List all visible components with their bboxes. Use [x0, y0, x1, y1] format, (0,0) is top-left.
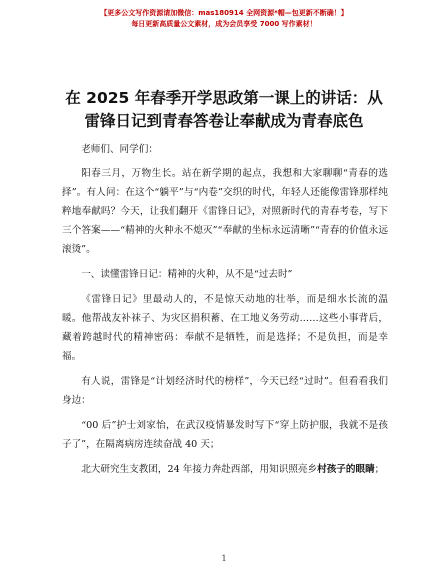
document-title: 在 2025 年春季开学思政第一课上的讲话：从雷锋日记到青春答卷让奉献成为青春底色 — [65, 89, 383, 130]
section-heading: 一、读懂雷锋日记：精神的火种，从不是“过去时” — [81, 269, 293, 280]
banner-line-1: 【更多公文写作资源请加微信：mas180914 全网资源*帽—包更新不断确！】 — [100, 9, 348, 17]
document-body — [62, 140, 388, 479]
emphasis-text: 村孩子的眼睛 — [317, 464, 375, 475]
paragraph: 有人说，雷锋是“计划经济时代的榜样”，今天已经“过时”。但看看我们身边： — [62, 376, 388, 406]
paragraph-text: 北大研究生支教团，24 年接力奔赴西部，用知识照亮乡 — [81, 464, 318, 475]
paragraph: 阳春三月，万物生长。站在新学期的起点，我想和大家聊聊“青春的选择”。有人问：在这个“躺平”与“内卷”交织的时代，年轻人还能像雷锋那样纯粹地奉献吗？今天，让我们翻开《雷锋日记》，对照新时代的青春考卷，写下三个答案——“精神的火种永不熄灭”“奉献的坐标永远清晰”“青春的价值永远滚烫”。 — [62, 168, 388, 255]
banner-line-2: 每日更新高质量公文素材，成为会员享受 7000 写作素材！ — [131, 20, 317, 28]
paragraph: 《雷锋日记》里最动人的，不是惊天动地的壮举，而是细水长流的温暖。他帮战友补袜子、为灾区捐积蓄、在工地义务劳动……这些小事背后，藏着跨越时代的精神密码：奉献不是牺牲，而是选择；不是负担，而是幸福。 — [62, 294, 388, 362]
page-number: 1 — [221, 554, 227, 563]
paragraph-text: ； — [374, 464, 385, 475]
paragraph: “00 后”护士刘家怡，在武汉疫情暴发时写下“穿上防护服，我就不是孩子了”，在隔离病房连续奋战 40 天； — [62, 420, 388, 450]
greeting: 老师们、同学们： — [81, 144, 158, 155]
promo-banner — [0, 8, 448, 30]
paragraph — [62, 460, 388, 479]
